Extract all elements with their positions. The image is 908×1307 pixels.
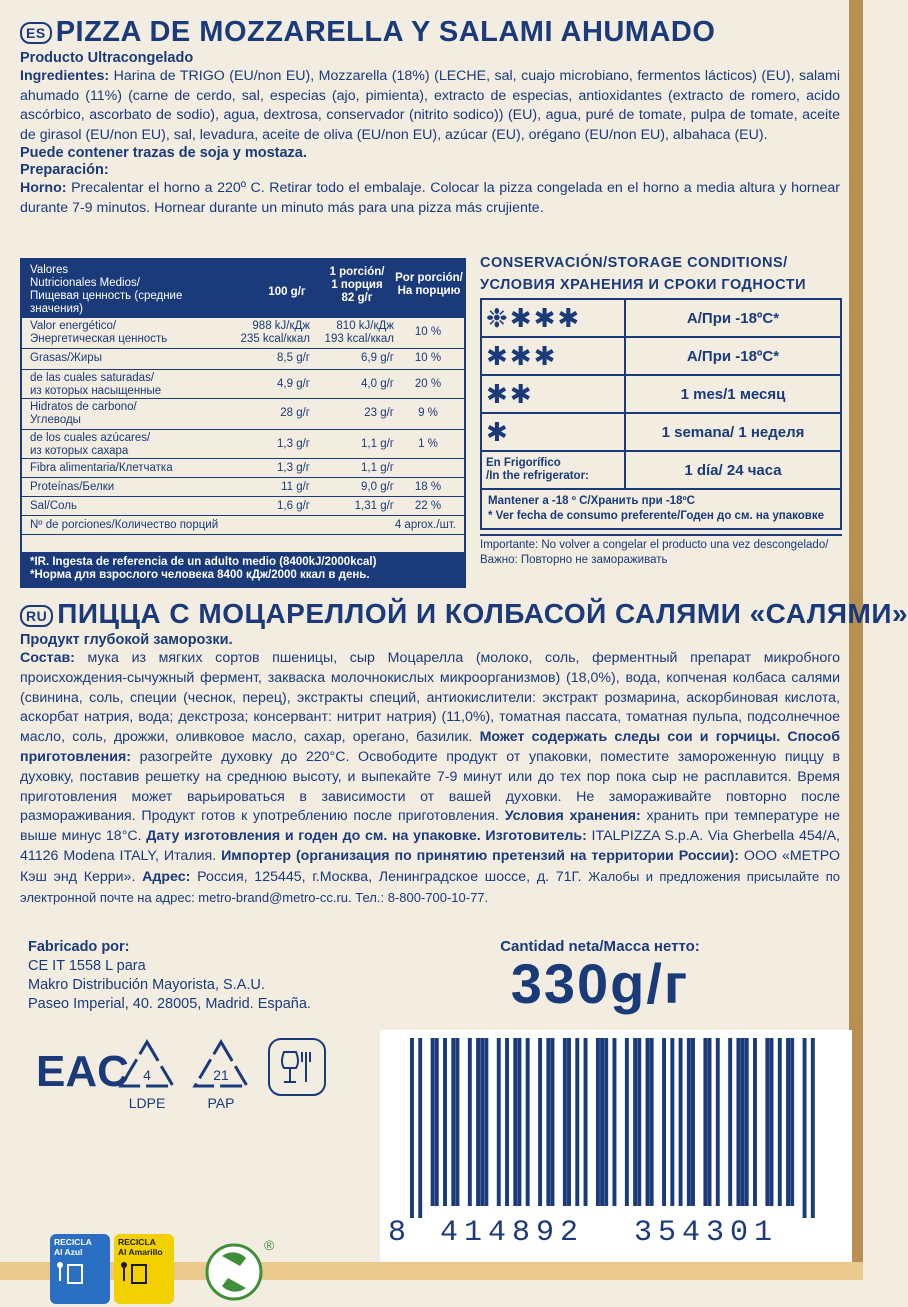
barcode-bar (613, 1038, 617, 1206)
svg-text:4: 4 (143, 1067, 151, 1083)
nutrition-cell-ri: 9 % (418, 407, 438, 419)
barcode-bar (753, 1038, 757, 1206)
nutrition-row (22, 318, 464, 349)
barcode-bar (736, 1038, 740, 1206)
storage-row (482, 300, 840, 338)
storage-row (482, 452, 840, 488)
barcode-bar (691, 1038, 695, 1206)
storage-title: CONSERVACIÓN/STORAGE CONDITIONS/ УСЛОВИЯ ХРАНЕНИЯ И СРОКИ ГОДНОСТИ (480, 255, 807, 293)
nutrition-row (22, 459, 464, 478)
barcode-bar (418, 1038, 422, 1218)
portions-label: Nº de porciones/Количество порций (30, 519, 219, 531)
nutrition-rows (22, 318, 464, 535)
fabricado-label: Fabricado por: (28, 939, 130, 955)
storage-conditions (480, 252, 842, 568)
nutrition-cell-ri: 10 % (414, 326, 442, 338)
nutrition-cell-name: Valor energético/ Энергетическая ценность (30, 320, 168, 345)
barcode-group-right: 354301 (634, 1216, 779, 1250)
nutrition-portions-row (22, 516, 464, 535)
barcode-bar (480, 1038, 484, 1206)
barcode-bar (803, 1038, 807, 1218)
nutrition-header-100g: 100 g/г (268, 286, 306, 298)
freezer-stars-icon: ❉✱✱✱ (482, 300, 626, 336)
barcode-bar (575, 1038, 579, 1206)
barcode-bar (431, 1038, 435, 1206)
nutrition-table-header (22, 260, 464, 318)
barcode-bar (679, 1038, 683, 1206)
barcode-bar (687, 1038, 691, 1206)
barcode-bar (484, 1038, 488, 1206)
barcode-bar (765, 1038, 769, 1206)
nutrition-cell-name: Fibra alimentaria/Клетчатка (30, 462, 173, 474)
barcode-group-left: 414892 (440, 1216, 585, 1250)
barcode-bar (716, 1038, 720, 1206)
barcode-bar (770, 1038, 774, 1206)
freezer-stars-icon: ✱✱ (482, 376, 626, 412)
storage-duration: 1 semana/ 1 неделя (661, 423, 805, 441)
barcode-bar (625, 1038, 629, 1206)
net-quantity-value: 330g/г (510, 952, 690, 1015)
barcode-bar (443, 1038, 447, 1206)
nutrition-row (22, 399, 464, 430)
storage-table (480, 298, 842, 490)
recycle-blue-bin-icon: RECICLA Al Azul (50, 1234, 110, 1304)
nutrition-cell-name: Sal/Соль (30, 500, 77, 512)
svg-text:®: ® (264, 1237, 275, 1253)
nutrition-table (20, 258, 466, 588)
barcode-bar (786, 1038, 790, 1206)
barcode-bar (435, 1038, 439, 1206)
storage-best-before: * Ver fecha de consumo preferente/Годен до см. на упаковке (488, 510, 824, 522)
barcode-bar (670, 1038, 674, 1206)
nutrition-cell-name: Grasas/Жиры (30, 352, 102, 364)
fabricado-line-3: Paseo Imperial, 40. 28005, Madrid. España. (28, 996, 311, 1012)
nutrition-cell-name: de las cuales saturadas/ из которых насыщенные (30, 372, 162, 397)
nutrition-footnote: *IR. Ingesta de referencia de un adulto medio (8400kJ/2000kcal) *Норма для взрослого человека 8400 кДж/2000 ккал в день. (22, 552, 464, 586)
freezer-stars-icon: ✱✱✱ (482, 338, 626, 374)
storage-notes (480, 490, 842, 530)
nutrition-cell-vportion: 9,0 g/г (361, 481, 394, 493)
oven-instructions: Horno: Precalentar el horno a 220º C. Retirar todo el embalaje. Colocar la pizza congelada en el horno a media altura y hornear durante 7-9 minutos. Hornear durante un minuto más para una pizza más crujiente. (20, 180, 840, 216)
bottom-section (20, 938, 840, 1258)
nutrition-cell-vportion: 1,1 g/г (361, 462, 394, 474)
nutrition-cell-ri: 20 % (414, 378, 442, 390)
nutrition-cell-name: de los cuales azúcares/ из которых сахара (30, 432, 151, 457)
net-quantity (450, 938, 750, 1013)
barcode-bar (584, 1038, 588, 1206)
storage-keep: Mantener a -18 º C/Хранить при -18ºC (488, 495, 695, 507)
svg-text:21: 21 (213, 1067, 229, 1083)
barcode-bar (538, 1038, 542, 1206)
nutrition-cell-v100: 8,5 g/г (277, 352, 310, 364)
storage-important: Importante: No volver a congelar el producto una vez descongelado/ Важно: Повторно не замораживать (480, 534, 842, 568)
barcode-bar (468, 1038, 472, 1206)
nutrition-cell-vportion: 1,1 g/г (361, 438, 394, 450)
nutrition-cell-vportion: 23 g/г (364, 407, 394, 419)
nutrition-cell-v100: 1,6 g/г (277, 500, 310, 512)
storage-row (482, 338, 840, 376)
storage-row (482, 414, 840, 452)
fabricado-line-2: Makro Distribución Mayorista, S.A.U. (28, 977, 265, 993)
nutrition-cell-ri: 1 % (418, 438, 438, 450)
ru-language-badge: RU (20, 605, 53, 627)
nutrition-storage-row (20, 255, 840, 588)
barcode-bar (563, 1038, 567, 1206)
nutrition-cell-vportion: 4,0 g/г (361, 378, 394, 390)
nutrition-row (22, 497, 464, 516)
nutrition-header-portion: 1 porción/ 1 порция 82 g/г (329, 266, 385, 304)
nutrition-cell-ri: 18 % (414, 481, 442, 493)
storage-duration: A/При -18ºC* (686, 309, 780, 327)
nutrition-cell-vportion: 810 kJ/кДж 193 kcal/ккал (324, 320, 394, 345)
nutrition-cell-vportion: 1,31 g/г (354, 500, 394, 512)
storage-row (482, 376, 840, 414)
barcode-bar (546, 1038, 550, 1206)
russian-title: RU ПИЦЦА С МОЦАРЕЛЛОЙ И КОЛБАСОЙ САЛЯМИ «САЛЯМИ» (20, 596, 840, 632)
barcode-bar (741, 1038, 745, 1206)
ingredients: Ingredientes: Harina de TRIGO (EU/non EU), Mozzarella (18%) (LECHE, sal, cuajo microbiano, fermentos lácticos) (EU), salami ahumado (11%) (carne de cerdo, sal, especias (ajo, pimienta), extracto de especias, antioxidantes (extracto de romero, acido ascórbico, ascorbato de sodio), agua, dextrosa, conservador (nitrito sodico)) (EU), agua, puré de tomate, pulpa de tomate, aceite de girasol (EU/non EU), sal, levadura, aceite de oliva (EU/non EU), azúcar (EU), orégano (EU/non EU), albahaca (EU). (20, 68, 840, 143)
ru-product-type: Продукт глубокой заморозки. (20, 632, 233, 648)
barcode-bar (596, 1038, 600, 1206)
barcode-bar (505, 1038, 509, 1206)
nutrition-cell-vportion: 6,9 g/г (361, 352, 394, 364)
food-contact-icon (262, 1036, 332, 1114)
eac-mark-icon (34, 1038, 129, 1098)
recycle-pap-label: PAP (207, 1095, 235, 1111)
storage-duration: A/При -18ºC* (686, 347, 780, 365)
nutrition-header-values: Valores Nutricionales Medios/ Пищевая ценность (средние значения) (30, 264, 183, 315)
recycle-yellow-bin-icon: RECICLA Al Amarillo (114, 1234, 174, 1304)
barcode-bar (526, 1038, 530, 1206)
freezer-stars-icon: ✱ (482, 414, 626, 450)
nutrition-cell-v100: 28 g/г (280, 407, 310, 419)
recycle-ldpe-label: LDPE (128, 1095, 166, 1111)
barcode-bar (451, 1038, 455, 1206)
nutrition-row (22, 349, 464, 370)
barcode-digit-first: 8 (388, 1216, 413, 1250)
barcode-bar (567, 1038, 571, 1206)
storage-duration: 1 mes/1 месяц (680, 385, 786, 403)
barcode-bar (662, 1038, 666, 1206)
nutrition-cell-v100: 11 g/г (281, 481, 310, 493)
barcode-bar (708, 1038, 712, 1206)
barcode-bar (745, 1038, 749, 1206)
net-quantity-label: Cantidad neta/Масса нетто: (500, 938, 700, 955)
barcode-bar (476, 1038, 480, 1206)
ru-body: Состав: мука из мягких сортов пшеницы, сыр Моцарелла (молоко, соль, ферментный препарат микробного происхождения-сычужный фермент, закваска молочнокислых микроорганизмов) (18,0%), вода, копченая колбаса салями (свинина, соль, специи (чеснок, перец), экстракты специй, антиокислители: экстракт розмарина, аскорбиновая кислота, аскорбат натрия, вода; декстроза; консервант: нитрит натрия) (11,0%), томатная пассата, томатная пульпа, подсолнечное масло, соль, дрожжи, оливковое масло, сахар, орегано, базилик. Может содержать следы сои и горчицы. Способ приготовления: разогрейте духовку до 220°С. Освободите продукт от упаковки, поместите замороженную пиццу в духовку, поставив решетку на среднюю высоту, и выпекайте 7-9 минут или до тех пор пока сыр не расплавится. Время приготовления может варьироваться в зависимости от вашей духовки. Не замораживайте повторно после размораживания. Продукт готов к употреблению после приготовления. Условия хранения: хранить при температуре не выше минус 18°С. Дату изготовления и годен до см. на упаковке. Изготовитель: ITALPIZZA S.p.A. Via Gherbella 454/A, 41126 Modena ITALY, Италия. Импортер (организация по принятию претензий на территории России): ООО «МЕТРО Кэш энд Керри». Адрес: Россия, 125445, г.Москва, Ленинградское шоссе, д. 71Г. Жалобы и предложения присылайте по электронной почте на адрес: metro-brand@metro-cc.ru. Тел.: 8-800-700-10-77. (20, 650, 840, 905)
barcode-bar (778, 1038, 782, 1206)
nutrition-cell-v100: 4,9 g/г (277, 378, 310, 390)
barcode-bar (551, 1038, 555, 1206)
svg-text:EAC: EAC (36, 1047, 129, 1096)
barcode-bar (517, 1038, 521, 1206)
es-language-badge: ES (20, 22, 52, 44)
nutrition-cell-ri: 22 % (414, 500, 442, 512)
recycle-ldpe-icon (112, 1038, 182, 1116)
nutrition-row (22, 478, 464, 497)
barcode-bar (513, 1038, 517, 1206)
barcode (380, 1030, 852, 1262)
barcode-bar (790, 1038, 794, 1206)
nutrition-cell-name: Proteínas/Белки (30, 481, 115, 493)
barcode-bar (633, 1038, 637, 1206)
fabricado-line-1: CE IT 1558 L para (28, 958, 146, 974)
nutrition-row (22, 370, 464, 399)
russian-section (20, 596, 908, 908)
product-type: Producto Ultracongelado (20, 50, 194, 66)
spanish-section (20, 14, 840, 218)
barcode-bar (703, 1038, 707, 1206)
nutrition-cell-name: Hidratos de carbono/ Углеводы (30, 401, 137, 426)
barcode-bar (604, 1038, 608, 1206)
nutrition-header-ri: Por porción/ На порцию (395, 272, 463, 297)
barcode-bars (410, 1038, 815, 1218)
barcode-bar (650, 1038, 654, 1206)
storage-duration: 1 día/ 24 часа (684, 461, 782, 479)
portions-value: 4 aprox./шт. (394, 519, 456, 531)
barcode-bar (637, 1038, 641, 1206)
nutrition-cell-v100: 1,3 g/г (277, 438, 310, 450)
barcode-bar (728, 1038, 732, 1206)
recycle-pap-icon (186, 1038, 256, 1116)
spanish-title: ES PIZZA DE MOZZARELLA Y SALAMI AHUMADO (20, 14, 840, 50)
preparation-heading: Preparación: (20, 162, 109, 178)
green-dot-icon (200, 1236, 280, 1306)
nutrition-row (22, 430, 464, 459)
barcode-bar (646, 1038, 650, 1206)
allergen-warning: Puede contener trazas de soja y mostaza. (20, 145, 307, 161)
nutrition-cell-v100: 1,3 g/г (277, 462, 310, 474)
barcode-bar (811, 1038, 815, 1218)
barcode-bar (410, 1038, 414, 1218)
nutrition-cell-v100: 988 kJ/кДж 235 kcal/ккал (240, 320, 310, 345)
manufacturer-info (28, 938, 311, 1014)
barcode-bar (455, 1038, 459, 1206)
barcode-bar (497, 1038, 501, 1206)
barcode-bar (600, 1038, 604, 1206)
nutrition-cell-ri: 10 % (414, 352, 442, 364)
storage-refrigerator-label: En Frigorífico /In the refrigerator: (482, 452, 626, 488)
